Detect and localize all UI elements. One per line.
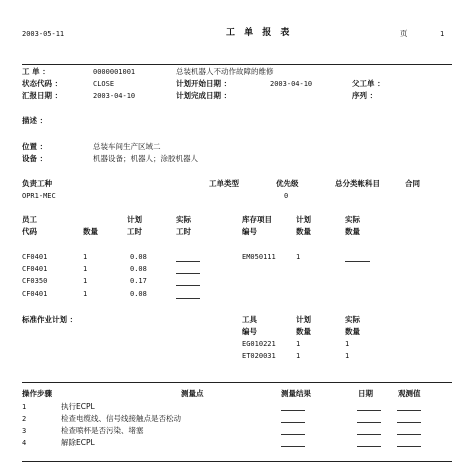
- plan-start-value: 2003-04-10: [270, 80, 313, 88]
- inventory-header-item: 库存项目: [242, 215, 272, 224]
- date-blank: [357, 410, 381, 411]
- priority-label: 优先级: [276, 179, 299, 188]
- work-order-description: 总装机器人不动作故障的维修: [176, 67, 274, 76]
- tool-header-actual-qty: 数量: [345, 327, 360, 336]
- step-text: 执行ECPL: [61, 402, 95, 411]
- standard-plan-label: 标准作业计划 ：: [22, 315, 78, 324]
- work-order-label: 工 单 ：: [22, 67, 50, 76]
- date-blank: [357, 422, 381, 423]
- step-number: 2: [22, 415, 27, 423]
- inventory-header-plan-qty: 数量: [296, 227, 311, 236]
- value-blank: [397, 410, 421, 411]
- page-number: 1: [440, 30, 445, 38]
- tool-plan: 1: [296, 340, 301, 348]
- equipment-label: 设备 ：: [22, 154, 48, 163]
- labor-qty: 1: [83, 265, 88, 273]
- inventory-actual-blank: [345, 261, 370, 262]
- steps-header-result: 测量结果: [281, 389, 311, 398]
- labor-header-actual: 实际: [176, 215, 191, 224]
- description-label: 描述 ：: [22, 116, 48, 125]
- inventory-header-plan: 计划: [296, 215, 311, 224]
- divider-bottom: [22, 461, 452, 462]
- inventory-header-actual-qty: 数量: [345, 227, 360, 236]
- report-date: 2003-05-11: [22, 30, 65, 38]
- date-blank: [357, 446, 381, 447]
- inventory-header-number: 编号: [242, 227, 257, 236]
- tool-plan: 1: [296, 352, 301, 360]
- status-label: 状态代码 ：: [22, 79, 63, 88]
- labor-header-plan: 计划: [127, 215, 142, 224]
- ledger-label: 总分类帐科目: [335, 179, 380, 188]
- result-blank: [281, 434, 305, 435]
- status-value: CLOSE: [93, 80, 115, 88]
- steps-header-date: 日期: [358, 389, 373, 398]
- inventory-plan-qty: 1: [296, 253, 301, 261]
- priority-value: 0: [284, 192, 289, 200]
- labor-header-plan-hours: 工时: [127, 227, 142, 236]
- inventory-item: EM050111: [242, 253, 276, 261]
- divider-steps: [22, 382, 452, 383]
- tool-actual: 1: [345, 352, 350, 360]
- date-blank: [357, 434, 381, 435]
- labor-code: CF0401: [22, 253, 48, 261]
- trade-value: OPR1-MEC: [22, 192, 56, 200]
- labor-qty: 1: [83, 253, 88, 261]
- labor-hours: 0.17: [130, 277, 147, 285]
- position-label: 位置 ：: [22, 142, 48, 151]
- position-value: 总装车间生产区域二: [93, 142, 161, 151]
- report-date-value: 2003-04-10: [93, 92, 136, 100]
- tool-code: ET020031: [242, 352, 276, 360]
- labor-header-quantity: 数量: [83, 227, 98, 236]
- actual-hours-blank: [176, 298, 200, 299]
- labor-qty: 1: [83, 290, 88, 298]
- labor-qty: 1: [83, 277, 88, 285]
- parent-order-label: 父工单 ：: [352, 79, 385, 88]
- result-blank: [281, 446, 305, 447]
- step-number: 3: [22, 427, 27, 435]
- steps-header-point: 测量点: [181, 389, 204, 398]
- steps-header-value: 观测值: [398, 389, 421, 398]
- report-title: 工 单 报 表: [226, 28, 293, 38]
- labor-hours: 0.08: [130, 253, 147, 261]
- divider-top: [22, 64, 452, 65]
- value-blank: [397, 446, 421, 447]
- result-blank: [281, 410, 305, 411]
- step-text: 检查喷杯是否污染、堵塞: [61, 426, 144, 435]
- plan-finish-label: 计划完成日期 ：: [176, 91, 232, 100]
- order-type-label: 工单类型: [209, 179, 239, 188]
- labor-header-code: 代码: [22, 227, 37, 236]
- value-blank: [397, 422, 421, 423]
- work-order-number: 0000001001: [93, 68, 136, 76]
- sequence-label: 序列 ：: [352, 91, 378, 100]
- tool-header-number: 编号: [242, 327, 257, 336]
- plan-start-label: 计划开始日期 ：: [176, 79, 232, 88]
- tool-header-tool: 工具: [242, 315, 257, 324]
- tool-code: EG010221: [242, 340, 276, 348]
- step-text: 检查电缆线、信号线接触点是否松动: [61, 414, 181, 423]
- labor-hours: 0.08: [130, 265, 147, 273]
- labor-code: CF0401: [22, 290, 48, 298]
- tool-header-plan: 计划: [296, 315, 311, 324]
- labor-header-actual-hours: 工时: [176, 227, 191, 236]
- step-number: 1: [22, 403, 27, 411]
- value-blank: [397, 434, 421, 435]
- equipment-value: 机器设备；机器人；涂胶机器人: [93, 154, 198, 163]
- report-date-label: 汇报日期 ：: [22, 91, 63, 100]
- actual-hours-blank: [176, 285, 200, 286]
- labor-hours: 0.08: [130, 290, 147, 298]
- tool-header-actual: 实际: [345, 315, 360, 324]
- labor-header-employee: 员工: [22, 215, 37, 224]
- step-text: 解除ECPL: [61, 438, 95, 447]
- contract-label: 合同: [405, 179, 420, 188]
- labor-code: CF0350: [22, 277, 48, 285]
- steps-header-step: 操作步骤: [22, 389, 52, 398]
- tool-header-plan-qty: 数量: [296, 327, 311, 336]
- result-blank: [281, 422, 305, 423]
- actual-hours-blank: [176, 273, 200, 274]
- tool-actual: 1: [345, 340, 350, 348]
- step-number: 4: [22, 439, 27, 447]
- page-label: 页: [400, 29, 408, 38]
- labor-code: CF0401: [22, 265, 48, 273]
- trade-label: 负责工种: [22, 179, 52, 188]
- inventory-header-actual: 实际: [345, 215, 360, 224]
- actual-hours-blank: [176, 261, 200, 262]
